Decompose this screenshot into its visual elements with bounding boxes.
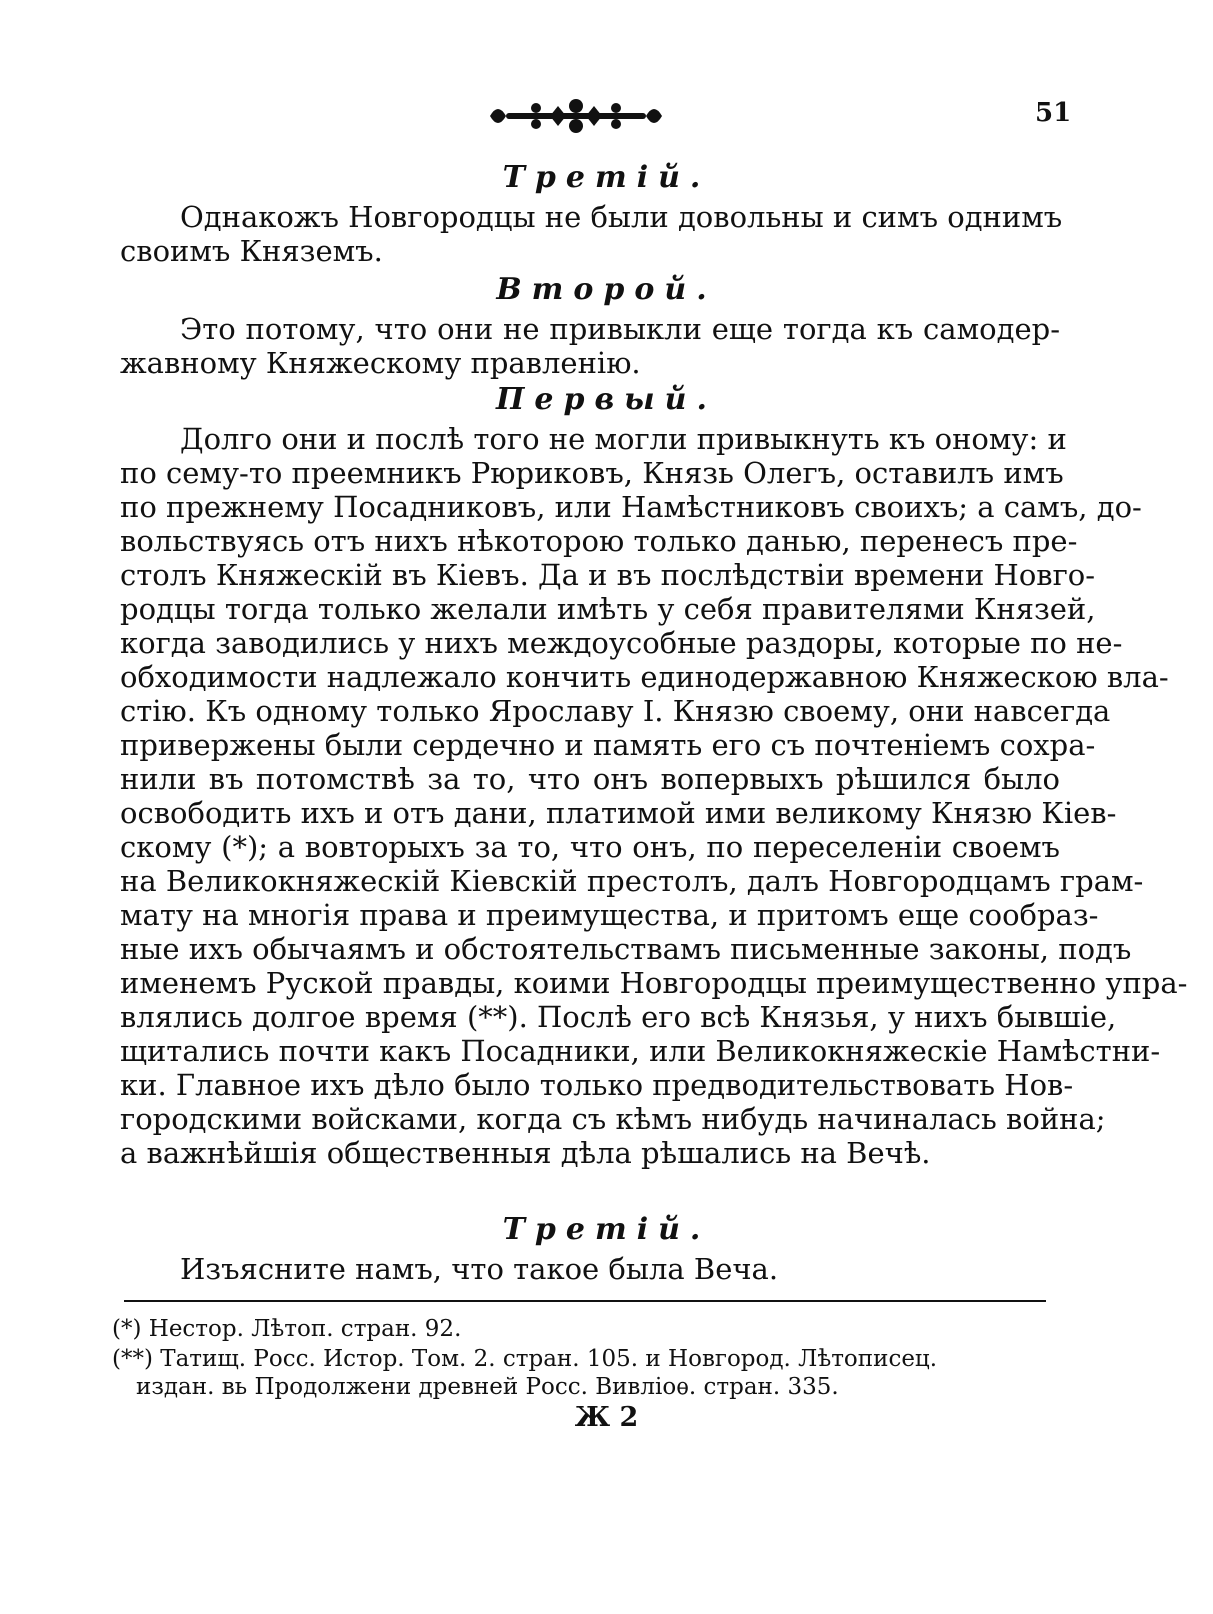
text-line: стію. Къ одному только Ярославу І. Князю своему, они навсегда	[120, 694, 1111, 728]
text-line: влялись долгое время (**). Послѣ его всѣ Князья, у нихъ бывшіе,	[120, 1000, 1117, 1034]
speaker-heading: Второй.	[496, 272, 717, 307]
paragraph	[120, 1252, 1060, 1286]
text-line: по прежнему Посадниковъ, или Намѣстниковъ своихъ; а самъ, до-	[120, 490, 1142, 524]
footnote: (**) Татищ. Росс. Истор. Том. 2. стран. 105. и Новгород. Лѣтописец.	[112, 1346, 938, 1372]
text-line: ки. Главное ихъ дѣло было только предводительствовать Нов-	[120, 1068, 1074, 1102]
paragraph	[120, 312, 1060, 380]
text-line: когда заводились у нихъ междоусобные раздоры, которые по не-	[120, 626, 1123, 660]
text-line: именемъ Руской правды, коими Новгородцы преимущественно упра-	[120, 966, 1188, 1000]
text-line: скому (*); а вовторыхъ за то, что онъ, по переселеніи своемъ	[120, 830, 1060, 864]
text-line: мату на многія права и преимущества, и притомъ еще сообраз-	[120, 898, 1099, 932]
footnote-divider	[124, 1300, 1046, 1302]
text-line: освободить ихъ и отъ дани, платимой ими великому Князю Кіев-	[120, 796, 1117, 830]
text-line: Однакожъ Новгородцы не были довольны и симъ однимъ	[180, 200, 1063, 234]
paragraph	[120, 422, 1188, 1170]
text-line: вольствуясь отъ нихъ нѣкоторою только данью, перенесъ пре-	[120, 524, 1078, 558]
speaker-heading: Третій.	[502, 160, 711, 195]
text-line: щитались почти какъ Посадники, или Великокняжескіе Намѣстни-	[120, 1034, 1161, 1068]
text-line: обходимости надлежало кончить единодержавною Княжескою вла-	[120, 660, 1169, 694]
text-line: ные ихъ обычаямъ и обстоятельствамъ письменные законы, подъ	[120, 932, 1132, 966]
text-line: Изъясните намъ, что такое была Веча.	[180, 1252, 779, 1286]
text-line: своимъ Княземъ.	[120, 234, 383, 268]
paragraph	[120, 200, 1063, 268]
text-line: нили въ потомствѣ за то, что онъ вопервыхъ рѣшился было	[120, 762, 1060, 796]
footnote-continuation: издан. вь Продолжени древней Росс. Вивліоѳ. стран. 335.	[136, 1374, 839, 1400]
text-line: городскими войсками, когда съ кѣмъ нибудь начиналась война;	[120, 1102, 1106, 1136]
ornament-headpiece-icon	[486, 92, 666, 140]
footnote: (*) Нестор. Лѣтоп. стран. 92.	[112, 1316, 462, 1342]
text-line: по сему-то преемникъ Рюриковъ, Князь Олегъ, оставилъ имъ	[120, 456, 1064, 490]
speaker-heading: Первый.	[496, 382, 717, 417]
page-number: 51	[1035, 98, 1072, 128]
text-line: родцы тогда только желали имѣть у себя правителями Князей,	[120, 592, 1096, 626]
text-line: Это потому, что они не привыкли еще тогда къ самодер-	[180, 312, 1060, 346]
text-line: Долго они и послѣ того не могли привыкнуть къ оному: и	[180, 422, 1067, 456]
text-line: жавному Княжескому правленію.	[120, 346, 641, 380]
speaker-heading: Третій.	[502, 1212, 711, 1247]
text-line: на Великокняжескій Кіевскій престолъ, далъ Новгородцамъ грам-	[120, 864, 1144, 898]
text-line: а важнѣйшія общественныя дѣла рѣшались на Вечѣ.	[120, 1136, 931, 1170]
text-line: привержены были сердечно и память его съ почтеніемъ сохра-	[120, 728, 1096, 762]
signature-mark: Ж 2	[574, 1402, 639, 1433]
text-line: столъ Княжескій въ Кіевъ. Да и въ послѣдствіи времени Новго-	[120, 558, 1096, 592]
